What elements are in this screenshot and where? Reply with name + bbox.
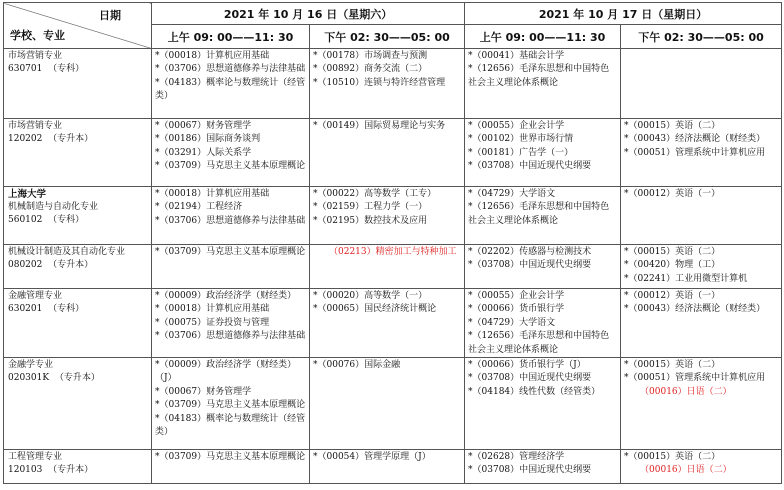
sat-pm-cell [310, 245, 465, 289]
course-item: *（00018）计算机应用基础 [155, 51, 270, 61]
school-name: 上海大学 [8, 189, 47, 200]
course-item: *（04729）大学语文 [468, 189, 556, 199]
sun-pm-cell [621, 289, 782, 358]
major-level: （专科） [48, 64, 85, 75]
major-code-line [8, 372, 147, 385]
sun-am-cell [465, 289, 621, 358]
table-row [4, 49, 782, 119]
course-item: *（04183）概率论与数理统计（经管类） [155, 77, 306, 102]
course-item: *（00065）国民经济统计概论 [313, 304, 437, 315]
major-code: 020301K [8, 373, 50, 384]
course-item: *（00186）国际商务谈判 [155, 134, 261, 145]
major-name: 工程管理专业 [8, 452, 63, 463]
course-item: *（03709）马克思主义基本原理概论 [155, 452, 306, 463]
sun-pm-cell [621, 187, 782, 245]
sat-pm-cell [310, 49, 465, 119]
course-item: *（00022）高等数学（工专） [313, 189, 437, 199]
sun-pm-cell [621, 49, 782, 119]
course-item: *（00149）国际贸易理论与实务 [313, 121, 446, 131]
sun-pm-cell [621, 358, 782, 450]
header-corner-cell [4, 3, 152, 49]
major-code: 560102 [8, 215, 43, 226]
course-item: *（03708）中国近现代史纲要 [468, 260, 592, 271]
major-level: （专升本） [48, 465, 94, 476]
course-item-highlight: （00016）日语（二） [640, 465, 732, 476]
course-item: *（03706）思想道德修养与法律基础 [155, 64, 306, 75]
course-item: *（03291）人际关系学 [155, 147, 252, 158]
course-item: *（00066）货币银行学 [468, 304, 565, 315]
course-item: *（02628）管理经济学 [468, 452, 565, 463]
day1-pm-header: 下午 02: 30——05: 00 [310, 25, 465, 49]
major-cell [4, 450, 152, 484]
major-level: （专科） [48, 215, 85, 226]
sat-am-cell [152, 119, 310, 187]
course-item: *（00015）英语（二） [624, 360, 721, 371]
major-code-line [8, 133, 147, 146]
sun-am-cell [465, 450, 621, 484]
course-item: *（00075）证券投资与管理 [155, 317, 270, 328]
sat-pm-cell [310, 289, 465, 358]
course-item: *（02195）数控技术及应用 [313, 215, 428, 226]
sat-am-cell [152, 49, 310, 119]
major-name: 市场营销专业 [8, 51, 63, 61]
major-name: 机械制造与自动化专业 [8, 202, 99, 212]
course-item: *（02202）传感器与检测技术 [468, 247, 592, 257]
major-cell [4, 119, 152, 187]
sun-pm-cell [621, 450, 782, 484]
major-code-line [8, 214, 147, 227]
major-code: 080202 [8, 260, 43, 271]
course-item: *（00178）市场调查与预测 [313, 51, 428, 61]
sat-pm-cell [310, 119, 465, 187]
major-name: 金融学专业 [8, 360, 54, 371]
course-item: *（00018）计算机应用基础 [155, 304, 270, 315]
course-item: *（00009）政治经济学（财经类）（J） [155, 360, 297, 384]
course-item: *（03706）思想道德修养与法律基础 [155, 331, 306, 342]
course-item: *（02241）工业用微型计算机 [624, 273, 748, 284]
major-code: 630201 [8, 304, 43, 315]
table-row [4, 358, 782, 450]
schedule-rows [4, 49, 782, 484]
major-cell [4, 245, 152, 289]
sun-am-cell [465, 187, 621, 245]
sat-pm-cell [310, 358, 465, 450]
course-item: *（00043）经济法概论（财经类） [624, 134, 766, 145]
sun-am-cell [465, 49, 621, 119]
table-row [4, 289, 782, 358]
date-label: 日期 [99, 9, 121, 22]
course-item: *（00015）英语（二） [624, 247, 721, 257]
sat-am-cell [152, 245, 310, 289]
course-item: *（03708）中国近现代史纲要 [468, 465, 592, 476]
sat-am-cell [152, 187, 310, 245]
course-item: *（10510）连锁与特许经营管理 [313, 77, 446, 88]
course-item-highlight: （00016）日语（二） [640, 386, 732, 397]
major-code-line [8, 259, 147, 272]
course-item: *（03709）马克思主义基本原理概论 [155, 247, 306, 257]
course-item: *（00102）世界市场行情 [468, 134, 574, 145]
major-code: 630701 [8, 64, 43, 75]
exam-schedule-sheet [3, 2, 781, 488]
sat-pm-cell [310, 187, 465, 245]
sat-am-cell [152, 289, 310, 358]
major-level: （专升本） [48, 260, 94, 271]
course-item: *（03708）中国近现代史纲要 [468, 373, 592, 384]
major-level: （专升本） [48, 134, 94, 145]
sun-am-cell [465, 245, 621, 289]
major-code: 120202 [8, 134, 43, 145]
table-row [4, 245, 782, 289]
course-item: *（00055）企业会计学 [468, 121, 565, 131]
major-cell [4, 187, 152, 245]
table-row [4, 450, 782, 484]
sun-pm-cell [621, 119, 782, 187]
course-item: *（00181）广告学（一） [468, 147, 574, 158]
major-code-line [8, 464, 147, 477]
table-row [4, 119, 782, 187]
course-item: *（02194）工程经济 [155, 202, 243, 213]
course-item: *（03709）马克思主义基本原理概论 [155, 400, 306, 411]
course-item: *（00067）财务管理学 [155, 386, 252, 397]
major-level: （专升本） [54, 373, 100, 384]
course-item: *（03709）马克思主义基本原理概论 [155, 161, 306, 172]
course-item: *（00012）英语（一） [624, 291, 721, 301]
course-item: *（00009）政治经济学（财经类） [155, 291, 297, 301]
day2-pm-header: 下午 02: 30——05: 00 [621, 25, 782, 49]
course-item: *（02159）工程力学（一） [313, 202, 428, 213]
course-item: *（00041）基础会计学 [468, 51, 565, 61]
day1-am-header: 上午 09: 00——11: 30 [152, 25, 310, 49]
day2-date-header: 2021 年 10 月 17 日（星期日） [465, 3, 782, 25]
sat-pm-cell [310, 450, 465, 484]
course-item: *（00020）高等数学（一） [313, 291, 428, 301]
course-item: *（00015）英语（二） [624, 452, 721, 463]
course-item: *（00067）财务管理学 [155, 121, 252, 131]
course-item: *（00066）货币银行学（J） [468, 360, 586, 371]
sun-am-cell [465, 119, 621, 187]
course-item: *（12656）毛泽东思想和中国特色社会主义理论体系概论 [468, 331, 610, 355]
major-cell [4, 49, 152, 119]
sat-am-cell [152, 450, 310, 484]
major-name: 机械设计制造及其自动化专业 [8, 247, 126, 257]
major-name: 金融管理专业 [8, 291, 63, 301]
course-item: *（12656）毛泽东思想和中国特色社会主义理论体系概论 [468, 202, 610, 226]
table-row [4, 187, 782, 245]
school-major-label: 学校、专业 [10, 29, 65, 42]
course-item: *（12656）毛泽东思想和中国特色社会主义理论体系概论 [468, 64, 610, 88]
course-item: *（03706）思想道德修养与法律基础 [155, 215, 306, 226]
major-level: （专科） [48, 304, 85, 315]
course-item: *（00051）管理系统中计算机应用 [624, 373, 766, 384]
course-item: *（04184）线性代数（经管类） [468, 386, 601, 397]
course-item: *（00054）管理学原理（J） [313, 452, 431, 463]
major-cell [4, 289, 152, 358]
major-code-line [8, 303, 147, 316]
major-code-line [8, 63, 147, 76]
day2-am-header: 上午 09: 00——11: 30 [465, 25, 621, 49]
course-item: *（00420）物理（工） [624, 260, 721, 271]
course-item: *（04729）大学语文 [468, 317, 556, 328]
course-item: *（00043）经济法概论（财经类） [624, 304, 766, 315]
major-name: 市场营销专业 [8, 121, 63, 131]
major-code: 120103 [8, 465, 43, 476]
sat-am-cell [152, 358, 310, 450]
course-item: *（00892）商务交流（二） [313, 64, 428, 75]
course-item: *（00012）英语（一） [624, 189, 721, 199]
exam-schedule-table [3, 2, 782, 484]
major-cell [4, 358, 152, 450]
course-item: *（00055）企业会计学 [468, 291, 565, 301]
sun-am-cell [465, 358, 621, 450]
course-item: *（00015）英语（二） [624, 121, 721, 131]
course-item: *（03708）中国近现代史纲要 [468, 161, 592, 172]
course-item-highlight: （02213）精密加工与特种加工 [329, 247, 457, 257]
course-item: *（00076）国际金融 [313, 360, 401, 371]
sun-pm-cell [621, 245, 782, 289]
course-item: *（04183）概率论与数理统计（经管类） [155, 413, 306, 438]
day1-date-header: 2021 年 10 月 16 日（星期六） [152, 3, 465, 25]
course-item: *（00051）管理系统中计算机应用 [624, 147, 766, 158]
course-item: *（00018）计算机应用基础 [155, 189, 270, 199]
